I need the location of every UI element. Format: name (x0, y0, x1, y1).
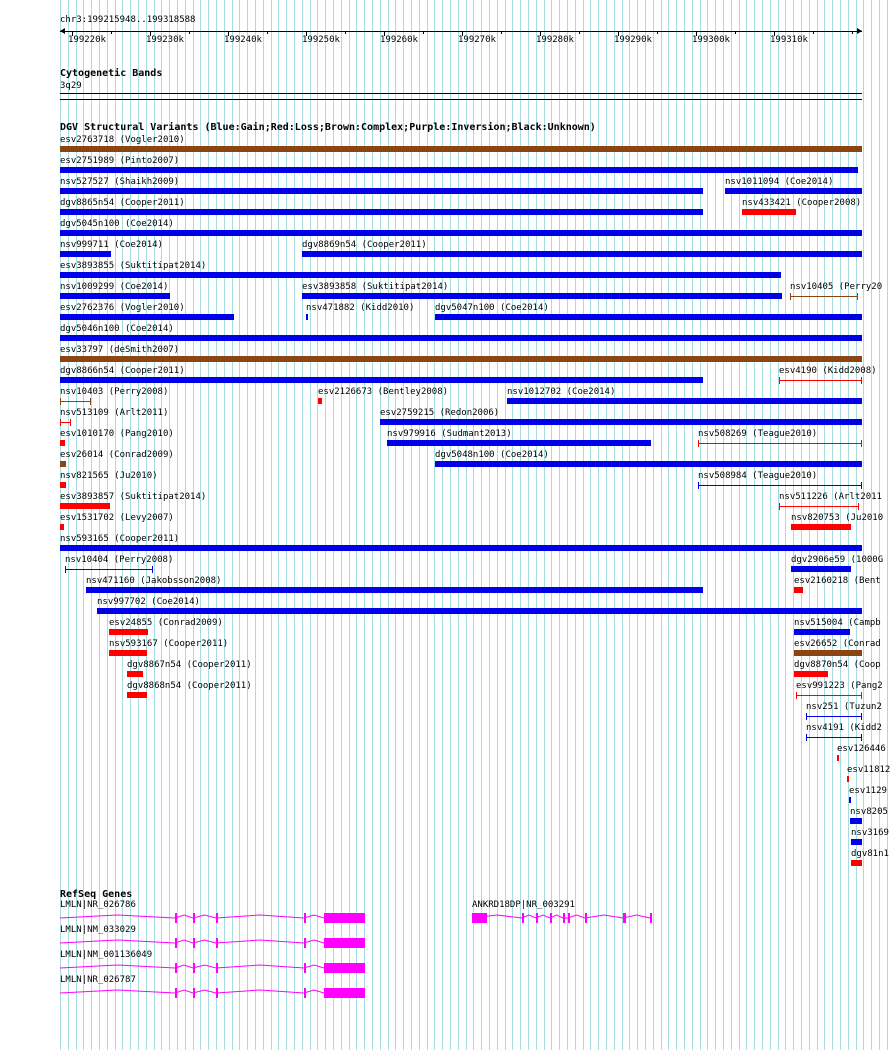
variant-label[interactable]: nsv820753 (Ju2010 (791, 513, 884, 523)
variant-feature-loss[interactable] (847, 776, 849, 782)
ruler-minor-tick (540, 31, 541, 34)
variant-label[interactable]: nsv8205 (850, 807, 888, 817)
variant-feature-complex[interactable] (60, 146, 862, 152)
variant-label[interactable]: nsv979916 (Sudmant2013) (387, 429, 512, 439)
ruler-minor-tick (423, 31, 424, 34)
variant-feature-loss[interactable] (794, 671, 828, 677)
variant-end-cap (806, 734, 807, 741)
variant-label[interactable]: esv1531702 (Levy2007) (60, 513, 174, 523)
variant-feature-loss[interactable] (60, 422, 71, 423)
variant-feature-loss[interactable] (127, 692, 147, 698)
transcript-exon (216, 988, 218, 998)
variant-label[interactable]: nsv433421 (Cooper2008) (742, 198, 862, 208)
transcript-exon (324, 988, 365, 998)
variant-feature-complex[interactable] (60, 461, 66, 467)
ruler-minor-tick (267, 31, 268, 34)
variant-feature-gain[interactable] (306, 314, 308, 320)
variant-end-cap (861, 440, 862, 447)
variant-feature-gain[interactable] (698, 485, 862, 486)
ruler-tick-label: 199260k (380, 35, 418, 45)
ruler-tick-label: 199270k (458, 35, 496, 45)
variant-label[interactable]: esv1010170 (Pang2010) (60, 429, 174, 439)
variant-feature-gain[interactable] (60, 335, 862, 341)
variant-label[interactable]: esv33797 (deSmith2007) (60, 345, 180, 355)
variant-feature-gain[interactable] (302, 293, 782, 299)
variant-label[interactable]: nsv1012702 (Coe2014) (507, 387, 616, 397)
variant-label[interactable]: nsv515004 (Campb (794, 618, 881, 628)
ruler-minor-tick (111, 31, 112, 34)
refseq-track-title: RefSeq Genes (60, 889, 133, 900)
ruler[interactable] (60, 27, 862, 49)
transcript-exon (193, 963, 195, 973)
variant-label[interactable]: dgv8870n54 (Coop (794, 660, 881, 670)
dgv-track-title: DGV Structural Variants (Blue:Gain;Red:Loss;Brown:Complex;Purple:Inversion;Black:Unknown) (60, 122, 596, 133)
variant-feature-gain[interactable] (60, 293, 170, 299)
ruler-minor-tick (618, 31, 619, 34)
variant-feature-loss[interactable] (837, 755, 839, 761)
transcript-exon (193, 988, 195, 998)
variant-label[interactable]: nsv4191 (Kidd2 (806, 723, 882, 733)
transcript-model[interactable] (0, 936, 890, 950)
variant-label[interactable]: esv24855 (Conrad2009) (109, 618, 223, 628)
ruler-minor-tick (228, 31, 229, 34)
variant-feature-gain[interactable] (60, 230, 862, 236)
transcript-label[interactable]: ANKRD18DP|NR_003291 (472, 900, 575, 910)
variant-feature-loss[interactable] (60, 440, 65, 446)
variant-label[interactable]: nsv999711 (Coe2014) (60, 240, 163, 250)
variant-label[interactable]: nsv471882 (Kidd2010) (306, 303, 415, 313)
transcript-exon (304, 938, 306, 948)
variant-label[interactable]: nsv511226 (Arlt2011 (779, 492, 882, 502)
variant-end-cap (861, 377, 862, 384)
variant-label[interactable]: esv2160218 (Bent (794, 576, 881, 586)
variant-label[interactable]: esv26652 (Conrad (794, 639, 881, 649)
variant-feature-gain[interactable] (60, 188, 703, 194)
variant-label[interactable]: esv3893858 (Suktitipat2014) (302, 282, 449, 292)
transcript-exon (304, 988, 306, 998)
variant-feature-loss[interactable] (779, 506, 859, 507)
variant-feature-loss[interactable] (60, 503, 110, 509)
variant-end-cap (60, 419, 61, 426)
transcript-intron (60, 965, 365, 968)
variant-label[interactable]: dgv8869n54 (Cooper2011) (302, 240, 427, 250)
ruler-axis-line (60, 31, 862, 32)
transcript-exon (522, 913, 524, 923)
variant-end-cap (779, 503, 780, 510)
ruler-minor-tick (579, 31, 580, 34)
ruler-tick-label: 199220k (68, 35, 106, 45)
variant-feature-loss[interactable] (742, 209, 796, 215)
variant-end-cap (861, 692, 862, 699)
ruler-minor-tick (72, 31, 73, 34)
variant-label[interactable]: nsv513109 (Arlt2011) (60, 408, 169, 418)
variant-label[interactable]: esv11812 (847, 765, 890, 775)
variant-feature-gain[interactable] (851, 839, 862, 845)
variant-feature-gain[interactable] (60, 167, 858, 173)
variant-feature-complex[interactable] (790, 296, 858, 297)
variant-end-cap (779, 377, 780, 384)
transcript-exon (216, 963, 218, 973)
variant-end-cap (796, 692, 797, 699)
variant-end-cap (152, 566, 153, 573)
location-label: chr3:199215948..199318588 (60, 15, 196, 25)
variant-feature-loss[interactable] (60, 524, 64, 530)
variant-label[interactable]: nsv251 (Tuzun2 (806, 702, 882, 712)
variant-feature-loss[interactable] (791, 524, 851, 530)
ruler-tick-label: 199230k (146, 35, 184, 45)
transcript-model[interactable] (0, 961, 890, 975)
variant-label[interactable]: nsv821565 (Ju2010) (60, 471, 158, 481)
variant-feature-gain[interactable] (60, 314, 234, 320)
variant-end-cap (790, 293, 791, 300)
variant-feature-gain[interactable] (435, 461, 862, 467)
variant-feature-gain[interactable] (725, 188, 862, 194)
variant-feature-gain[interactable] (60, 377, 703, 383)
ruler-tick-label: 199310k (770, 35, 808, 45)
variant-feature-complex[interactable] (60, 356, 862, 362)
ruler-minor-tick (852, 31, 853, 34)
variant-label[interactable]: dgv5048n100 (Coe2014) (435, 450, 549, 460)
ruler-minor-tick (150, 31, 151, 34)
variant-label[interactable]: dgv8865n54 (Cooper2011) (60, 198, 185, 208)
variant-label[interactable]: dgv5047n100 (Coe2014) (435, 303, 549, 313)
variant-feature-gain[interactable] (65, 569, 153, 570)
ruler-tick-label: 199250k (302, 35, 340, 45)
cytoband-line-bottom (60, 99, 862, 100)
ruler-minor-tick (384, 31, 385, 34)
variant-end-cap (698, 440, 699, 447)
variant-label[interactable]: nsv10404 (Perry2008) (65, 555, 174, 565)
variant-end-cap (861, 482, 862, 489)
transcript-exon (472, 913, 487, 923)
ruler-tick-label: 199280k (536, 35, 574, 45)
transcript-exon (216, 938, 218, 948)
ruler-minor-tick (189, 31, 190, 34)
transcript-exon (650, 913, 652, 923)
ruler-minor-tick (501, 31, 502, 34)
variant-feature-gain[interactable] (435, 314, 862, 320)
transcript-model[interactable] (0, 911, 890, 925)
variant-label[interactable]: nsv1009299 (Coe2014) (60, 282, 169, 292)
variant-label[interactable]: dgv8866n54 (Cooper2011) (60, 366, 185, 376)
variant-label[interactable]: nsv10405 (Perry20 (790, 282, 883, 292)
ruler-minor-tick (813, 31, 814, 34)
transcript-exon (193, 938, 195, 948)
transcript-exon (175, 988, 177, 998)
variant-label[interactable]: nsv471160 (Jakobsson2008) (86, 576, 222, 586)
ruler-minor-tick (345, 31, 346, 34)
transcript-label[interactable]: LMLN|NM_001136049 (60, 950, 153, 960)
variant-label[interactable]: esv3893855 (Suktitipat2014) (60, 261, 207, 271)
variant-feature-gain[interactable] (849, 797, 851, 803)
transcript-exon (585, 913, 587, 923)
variant-end-cap (70, 419, 71, 426)
transcript-model[interactable] (0, 986, 890, 1000)
variant-end-cap (857, 293, 858, 300)
ruler-arrow-left (60, 28, 65, 34)
variant-label[interactable]: dgv8868n54 (Cooper2011) (127, 681, 252, 691)
variant-label[interactable]: nsv508269 (Teague2010) (698, 429, 818, 439)
variant-label[interactable]: esv126446 (837, 744, 886, 754)
variant-label[interactable]: dgv5046n100 (Coe2014) (60, 324, 174, 334)
variant-feature-gain[interactable] (60, 272, 781, 278)
variant-feature-complex[interactable] (60, 401, 91, 402)
variant-feature-loss[interactable] (794, 587, 803, 593)
variant-feature-loss[interactable] (698, 443, 862, 444)
variant-feature-gain[interactable] (60, 251, 111, 257)
ruler-tick-label: 199300k (692, 35, 730, 45)
variant-label[interactable]: esv26014 (Conrad2009) (60, 450, 174, 460)
variant-label[interactable]: nsv508984 (Teague2010) (698, 471, 818, 481)
variant-feature-loss[interactable] (779, 380, 862, 381)
ruler-minor-tick (306, 31, 307, 34)
variant-feature-gain[interactable] (97, 608, 862, 614)
variant-feature-loss[interactable] (109, 650, 147, 656)
transcript-label[interactable]: LMLN|NR_026787 (60, 975, 136, 985)
variant-end-cap (861, 734, 862, 741)
variant-label[interactable]: dgv81n1 (851, 849, 889, 859)
variant-feature-loss[interactable] (60, 482, 66, 488)
transcript-exon (550, 913, 552, 923)
transcript-exon (568, 913, 570, 923)
transcript-exon (304, 963, 306, 973)
variant-end-cap (90, 398, 91, 405)
variant-label[interactable]: dgv8867n54 (Cooper2011) (127, 660, 252, 670)
variant-label[interactable]: nsv593165 (Cooper2011) (60, 534, 180, 544)
ruler-tick-label: 199240k (224, 35, 262, 45)
transcript-exon (623, 913, 626, 923)
variant-feature-loss[interactable] (318, 398, 322, 404)
transcript-exon (175, 938, 177, 948)
variant-label[interactable]: esv2762376 (Vogler2010) (60, 303, 185, 313)
variant-feature-loss[interactable] (127, 671, 143, 677)
variant-label[interactable]: dgv5045n100 (Coe2014) (60, 219, 174, 229)
cytoband-track-title: Cytogenetic Bands (60, 68, 163, 79)
variant-feature-gain[interactable] (850, 818, 862, 824)
variant-feature-gain[interactable] (60, 545, 862, 551)
variant-label[interactable]: esv1129 (849, 786, 887, 796)
variant-label[interactable]: esv2763718 (Vogler2010) (60, 135, 185, 145)
variant-feature-gain[interactable] (806, 737, 862, 738)
variant-label[interactable]: nsv997702 (Coe2014) (97, 597, 200, 607)
cytoband-label: 3q29 (60, 81, 82, 91)
variant-feature-gain[interactable] (380, 419, 862, 425)
variant-label[interactable]: nsv527527 (Shaikh2009) (60, 177, 180, 187)
variant-feature-gain[interactable] (794, 629, 850, 635)
variant-label[interactable]: nsv593167 (Cooper2011) (109, 639, 229, 649)
variant-end-cap (60, 398, 61, 405)
variant-feature-loss[interactable] (109, 629, 148, 635)
transcript-exon (536, 913, 538, 923)
variant-end-cap (698, 482, 699, 489)
transcript-exon (324, 938, 365, 948)
variant-end-cap (806, 713, 807, 720)
transcript-intron (60, 940, 365, 943)
variant-label[interactable]: esv2126673 (Bentley2008) (318, 387, 449, 397)
ruler-arrow-right (857, 28, 862, 34)
transcript-exon (563, 913, 565, 923)
variant-feature-loss[interactable] (851, 860, 862, 866)
variant-feature-gain[interactable] (791, 566, 851, 572)
variant-label[interactable]: nsv10403 (Perry2008) (60, 387, 169, 397)
transcript-intron (60, 990, 365, 993)
ruler-minor-tick (657, 31, 658, 34)
cytoband-line-top (60, 93, 862, 94)
variant-feature-gain[interactable] (507, 398, 862, 404)
variant-label[interactable]: esv2751989 (Pinto2007) (60, 156, 180, 166)
variant-end-cap (65, 566, 66, 573)
ruler-minor-tick (774, 31, 775, 34)
variant-label[interactable]: dgv2906e59 (1000G (791, 555, 884, 565)
ruler-minor-tick (462, 31, 463, 34)
variant-label[interactable]: esv4190 (Kidd2008) (779, 366, 877, 376)
ruler-minor-tick (696, 31, 697, 34)
variant-feature-gain[interactable] (302, 251, 862, 257)
transcript-exon (324, 963, 365, 973)
variant-end-cap (861, 713, 862, 720)
variant-label[interactable]: nsv3169 (851, 828, 889, 838)
variant-feature-gain[interactable] (86, 587, 703, 593)
variant-feature-gain[interactable] (387, 440, 651, 446)
transcript-label[interactable]: LMLN|NR_026786 (60, 900, 136, 910)
transcript-exon (175, 963, 177, 973)
variant-feature-complex[interactable] (794, 650, 862, 656)
ruler-minor-tick (735, 31, 736, 34)
variant-feature-gain[interactable] (806, 716, 862, 717)
variant-label[interactable]: nsv1011094 (Coe2014) (725, 177, 834, 187)
transcript-label[interactable]: LMLN|NM_033029 (60, 925, 136, 935)
variant-label[interactable]: esv2759215 (Redon2006) (380, 408, 500, 418)
variant-feature-gain[interactable] (60, 209, 703, 215)
variant-label[interactable]: esv3893857 (Suktitipat2014) (60, 492, 207, 502)
variant-end-cap (858, 503, 859, 510)
variant-label[interactable]: esv991223 (Pang2 (796, 681, 883, 691)
variant-feature-loss[interactable] (796, 695, 862, 696)
ruler-tick-label: 199290k (614, 35, 652, 45)
